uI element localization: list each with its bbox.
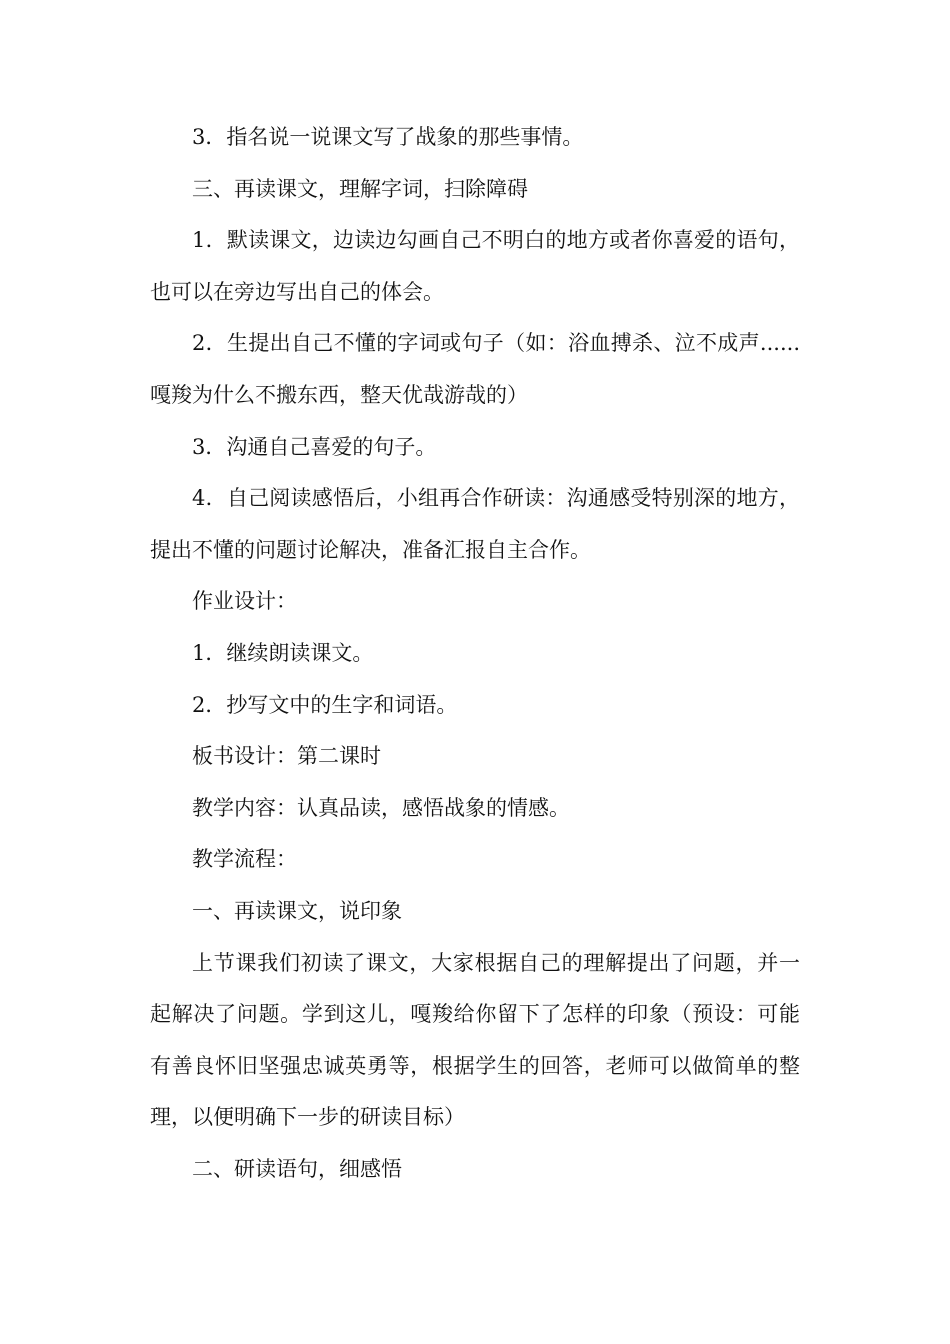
paragraph-item-3: 3．指名说一说课文写了战象的那些事情。 xyxy=(192,125,584,149)
section-heading-study: 二、研读语句，细感悟 xyxy=(192,1156,402,1181)
section-heading-impression: 一、再读课文，说印象 xyxy=(192,898,402,923)
board-design-heading: 板书设计：第二课时 xyxy=(192,744,381,769)
paragraph-item-2: 2．生提出自己不懂的字词或句子（如：浴血搏杀、泣不成声......嘎羧为什么不搬东西，整天优哉游哉的） xyxy=(150,331,800,407)
paragraph-impression: 上节课我们初读了课文，大家根据自己的理解提出了问题，并一起解决了问题。学到这儿，嘎羧给你留下了怎样的印象（预设：可能有善良怀旧坚强忠诚英勇等，根据学生的回答，老师可以做简单的整理，以便明确下一步的研读目标） xyxy=(150,950,800,1130)
section-heading-reread: 三、再读课文，理解字词，扫除障碍 xyxy=(192,176,528,201)
paragraph-item-1: 1．默读课文，边读边勾画自己不明白的地方或者你喜爱的语句，也可以在旁边写出自己的体会。 xyxy=(150,228,800,304)
document-body xyxy=(150,112,800,1195)
teaching-process-heading: 教学流程： xyxy=(192,847,297,872)
homework-item-1: 1．继续朗读课文。 xyxy=(192,640,374,665)
teaching-content: 教学内容：认真品读，感悟战象的情感。 xyxy=(192,795,570,820)
homework-heading: 作业设计： xyxy=(192,589,297,614)
homework-item-2: 2．抄写文中的生字和词语。 xyxy=(192,692,458,717)
paragraph-item-4: 4．自己阅读感悟后，小组再合作研读：沟通感受特别深的地方，提出不懂的问题讨论解决，准备汇报自主合作。 xyxy=(150,486,800,562)
paragraph-item-3b: 3．沟通自己喜爱的句子。 xyxy=(192,434,437,459)
